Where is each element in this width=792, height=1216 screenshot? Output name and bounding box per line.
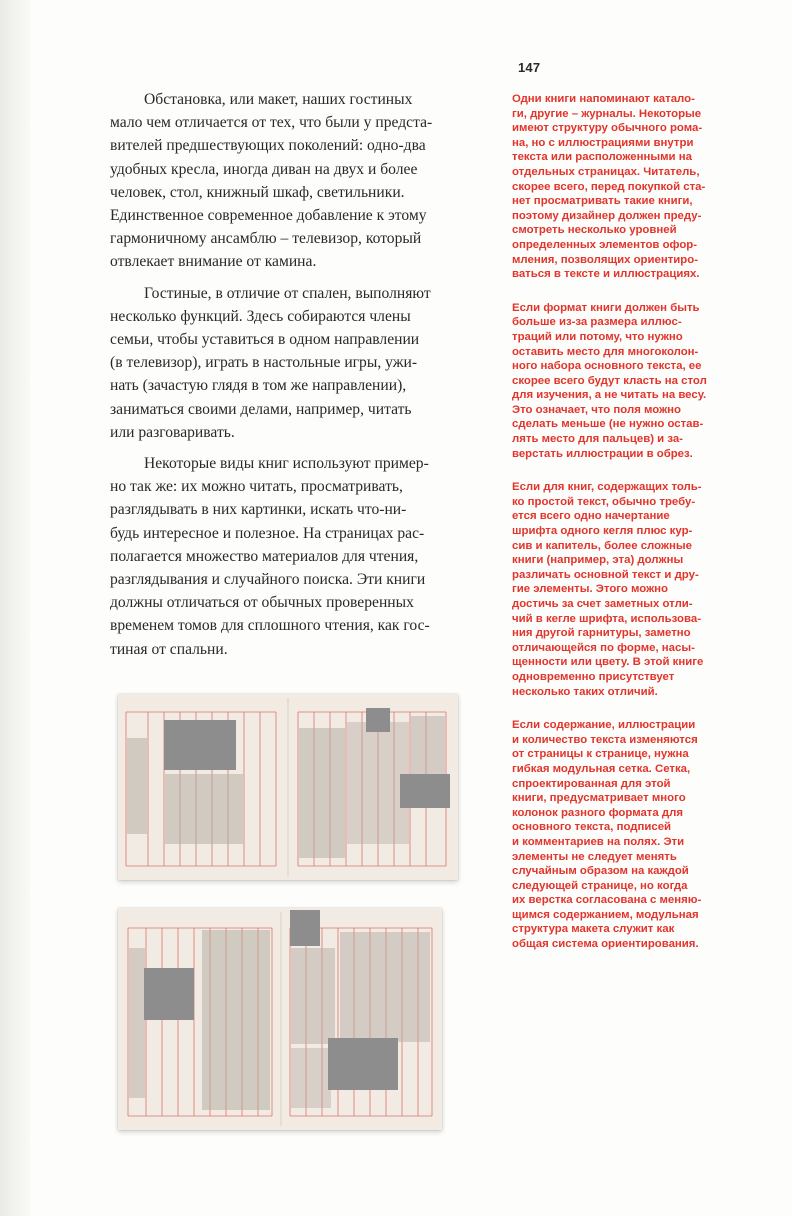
note-line: ного набора основного текста, ее	[512, 360, 702, 373]
note-line: достичь за счет заметных отли-	[512, 598, 693, 610]
note-line: траций или потому, что нужно	[512, 330, 683, 343]
text-line: человек, стол, книжный шкаф, светильники.	[110, 183, 405, 201]
grid-diagram-2	[118, 908, 442, 1130]
text-line: но так же: их можно читать, просматривать,	[110, 478, 403, 496]
note-line: больше из-за размера иллюс-	[512, 316, 682, 329]
note-line: спроектированная для этой	[512, 777, 671, 790]
note-line: несколько таких отличий.	[512, 685, 658, 698]
note-line: ги, другие – журналы. Некоторые	[512, 107, 702, 120]
note-line: книги, предусматривает много	[512, 792, 686, 805]
image-placeholder	[400, 774, 450, 808]
text-line: гармоничному ансамблю – телевизор, который	[110, 230, 422, 248]
image-placeholder	[144, 968, 194, 1020]
text-line: должны отличаться от обычных проверенных	[110, 594, 414, 612]
text-line: тиная от спальни.	[110, 640, 228, 658]
main-text-column	[110, 88, 495, 661]
note-line: их верстка согласована с меняю-	[512, 894, 702, 907]
note-line: ваться в тексте и иллюстрациях.	[512, 268, 700, 281]
note-line: ния другой гарнитуры, заметно	[512, 627, 691, 640]
note-line: мления, позволящих ориентиро-	[512, 253, 698, 266]
note-line: элементы не следует менять	[512, 850, 677, 863]
grid-diagram-1	[118, 694, 458, 880]
note-line: гие элементы. Этого можно	[512, 583, 669, 596]
body-paragraph	[110, 452, 495, 661]
text-line: (в телевизор), играть в настольные игры, ужи-	[110, 354, 418, 372]
layout-grid-spread-1	[118, 694, 458, 880]
note-line: шрифта одного кегля плюс кур-	[512, 525, 693, 538]
note-line: различать основной текст и дру-	[512, 568, 699, 581]
image-placeholder	[290, 910, 320, 946]
note-line: Одни книги напоминают катало-	[512, 93, 695, 105]
side-note	[512, 92, 742, 282]
note-line: нет просматривать такие книги,	[512, 195, 693, 208]
note-line: Если формат книги должен быть	[512, 301, 700, 314]
text-line: заниматься своими делами, например, читать	[110, 400, 412, 418]
note-line: чий в кегле шрифта, использова-	[512, 612, 701, 625]
note-line: общая система ориентирования.	[512, 938, 699, 951]
text-line: несколько функций. Здесь собираются члены	[110, 307, 411, 325]
note-line: оставить место для многоколон-	[512, 345, 699, 358]
note-line: на, но с иллюстрациями внутри	[512, 136, 694, 149]
note-line: Если для книг, содержащих толь-	[512, 481, 702, 494]
image-placeholder	[164, 720, 236, 770]
note-line: для изучения, а не читать на весу.	[512, 389, 707, 402]
page-gutter-shadow	[0, 0, 30, 1216]
note-line: имеют структуру обычного рома-	[512, 122, 703, 135]
note-line: скорее всего будут класть на стол	[512, 374, 707, 387]
note-line: щимся содержанием, модульная	[512, 908, 699, 921]
note-line: следующей странице, но когда	[512, 879, 688, 892]
side-note	[512, 301, 742, 462]
side-note	[512, 718, 742, 952]
text-line: или разговаривать.	[110, 423, 235, 441]
image-placeholder	[328, 1038, 398, 1090]
note-line: ется всего одно начертание	[512, 510, 670, 523]
note-line: и количество текста изменяются	[512, 733, 698, 746]
note-line: и комментариев на полях. Эти	[512, 835, 685, 848]
text-line: Гостиные, в отличие от спален, выполняют	[144, 284, 431, 302]
layout-grid-spread-2	[118, 908, 442, 1130]
text-line: нать (зачастую глядя в том же направлении),	[110, 377, 407, 395]
note-line: колонок разного формата для	[512, 806, 684, 819]
note-line: поэтому дизайнер должен преду-	[512, 209, 702, 222]
side-notes-column	[512, 92, 742, 971]
text-line: временем томов для сплошного чтения, как гос-	[110, 617, 430, 635]
note-line: гибкая модульная сетка. Сетка,	[512, 762, 691, 775]
text-line: отвлекает внимание от камина.	[110, 253, 317, 271]
note-line: Если содержание, иллюстрации	[512, 719, 696, 732]
image-placeholder	[366, 708, 390, 732]
text-line: мало чем отличается от тех, что были у предста-	[110, 114, 433, 132]
text-line: будь интересное и полезное. На страницах рас-	[110, 524, 425, 542]
page-number: 147	[518, 60, 541, 75]
note-line: сделать меньше (не нужно остав-	[512, 418, 704, 431]
note-line: структура макета служит как	[512, 923, 675, 936]
note-line: книги (например, эта) должны	[512, 554, 684, 567]
note-line: отличающейся по форме, насы-	[512, 641, 695, 654]
body-paragraph	[110, 88, 495, 274]
note-line: щенности или цвету. В этой книге	[512, 656, 704, 669]
note-line: сив и капитель, более сложные	[512, 539, 692, 552]
body-paragraph	[110, 282, 495, 444]
note-line: одновременно присутствует	[512, 670, 675, 683]
note-line: ко простой текст, обычно требу-	[512, 495, 696, 508]
note-line: Это означает, что поля можно	[512, 403, 681, 416]
note-line: верстать иллюстрации в обрез.	[512, 447, 693, 460]
note-line: отдельных страницах. Читатель,	[512, 165, 700, 178]
note-line: лять место для пальцев) и за-	[512, 433, 683, 446]
text-line: Обстановка, или макет, наших гостиных	[144, 91, 413, 108]
note-line: основного текста, подписей	[512, 821, 672, 834]
text-line: семьи, чтобы уставиться в одном направлении	[110, 331, 420, 349]
text-line: разглядывать в них картинки, искать что-ни-	[110, 501, 407, 519]
note-line: скорее всего, перед покупкой ста-	[512, 180, 706, 193]
note-line: определенных элементов офор-	[512, 238, 698, 251]
note-line: смотреть несколько уровней	[512, 224, 677, 237]
side-note	[512, 480, 742, 699]
text-line: удобных кресла, иногда диван на двух и более	[110, 160, 418, 178]
note-line: случайным образом на каждой	[512, 865, 689, 878]
text-line: вителей предшествующих поколений: одно-два	[110, 137, 426, 155]
note-line: от страницы к странице, нужна	[512, 748, 689, 761]
text-line: Единственное современное добавление к этому	[110, 207, 427, 225]
note-line: текста или расположенными на	[512, 151, 692, 164]
text-line: Некоторые виды книг используют пример-	[144, 455, 429, 473]
text-line: разглядывания и случайного поиска. Эти книги	[110, 571, 426, 589]
text-line: полагается множество материалов для чтения,	[110, 547, 419, 565]
